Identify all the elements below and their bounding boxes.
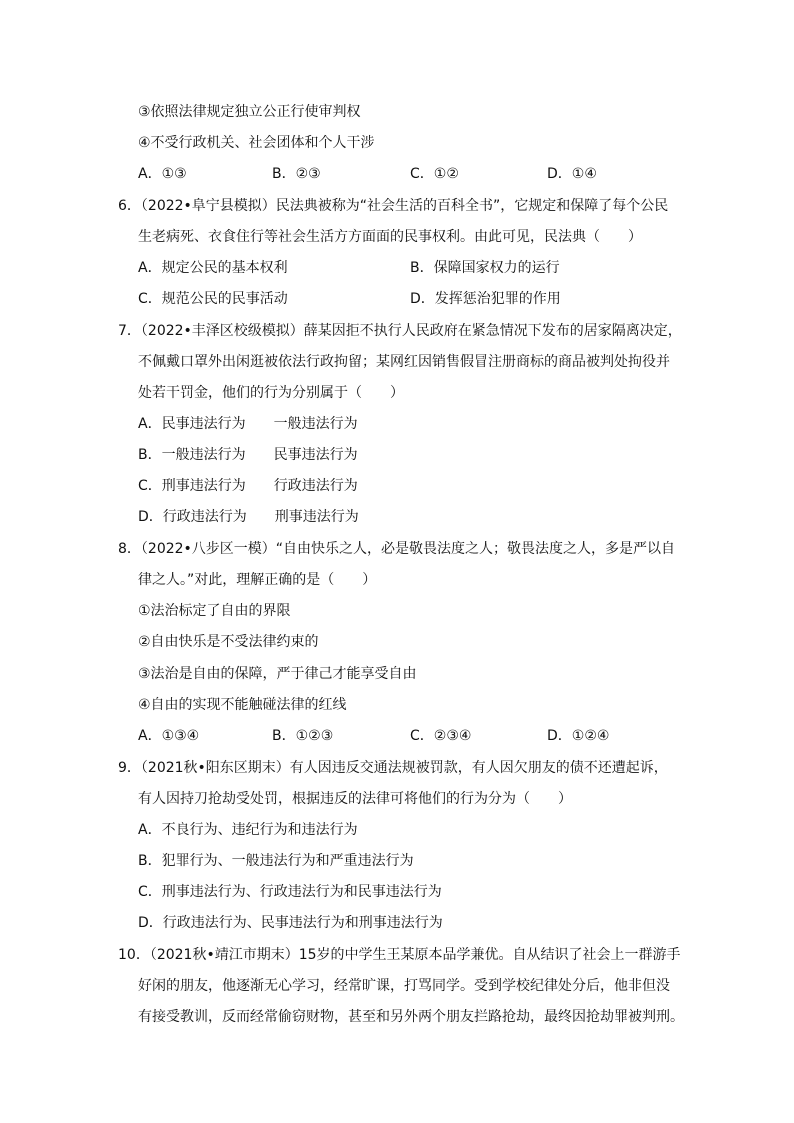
- q8-option-a: A．①③④: [138, 728, 200, 744]
- q5-option-d: D．①④: [547, 166, 597, 182]
- q9-option-c: C．刑事违法行为、行政违法行为和民事违法行为: [138, 884, 442, 900]
- q7-stem-line-2: 不佩戴口罩外出闲逛被依法行政拘留；某网红因销售假冒注册商标的商品被判处拘役并: [138, 354, 670, 370]
- q7-stem-line-3: 处若干罚金，他们的行为分别属于（ ）: [138, 385, 404, 401]
- q8-option-d: D．①②④: [547, 728, 610, 744]
- q7-option-d: D．行政违法行为 刑事违法行为: [138, 509, 359, 525]
- q8-option-b: B．①②③: [272, 728, 334, 744]
- q5-statement-3: ③依照法律规定独立公正行使审判权: [138, 104, 361, 120]
- q8-option-c: C．②③④: [410, 728, 472, 744]
- q9-option-b: B．犯罪行为、一般违法行为和严重违法行为: [138, 853, 414, 869]
- q7-stem-line-1: 7．（2022•丰泽区校级模拟）薛某因拒不执行人民政府在紧急情况下发布的居家隔离决定，: [118, 323, 682, 339]
- q7-option-b: B．一般违法行为 民事违法行为: [138, 447, 358, 463]
- q8-statement-1: ①法治标定了自由的界限: [138, 603, 291, 619]
- q8-statement-4: ④自由的实现不能触碰法律的红线: [138, 697, 347, 713]
- q8-statement-2: ②自由快乐是不受法律约束的: [138, 634, 319, 650]
- q5-option-a: A．①③: [138, 166, 187, 182]
- q8-statement-3: ③法治是自由的保障，严于律己才能享受自由: [138, 666, 417, 682]
- q8-stem-line-1: 8．（2022•八步区一模）“自由快乐之人，必是敬畏法度之人；敬畏法度之人，多是严以自: [118, 541, 676, 557]
- q6-option-c: C．规范公民的民事活动: [138, 291, 288, 307]
- q6-stem-line-1: 6．（2022•阜宁县模拟）民法典被称为“社会生活的百科全书”，它规定和保障了每个公民: [118, 198, 669, 214]
- q5-option-b: B．②③: [272, 166, 321, 182]
- q10-stem-line-3: 有接受教训，反而经常偷窃财物，甚至和另外两个朋友拦路抢劫，最终因抢劫罪被判刑。: [138, 1009, 684, 1025]
- q7-option-c: C．刑事违法行为 行政违法行为: [138, 478, 358, 494]
- q9-option-a: A．不良行为、违纪行为和违法行为: [138, 822, 358, 838]
- q8-stem-line-2: 律之人。”对此，理解正确的是（ ）: [138, 572, 377, 588]
- q10-stem-line-2: 好闲的朋友，他逐渐无心学习，经常旷课，打骂同学。受到学校纪律处分后，他非但没: [138, 978, 670, 994]
- q9-option-d: D．行政违法行为、民事违法行为和刑事违法行为: [138, 915, 443, 931]
- q10-stem-line-1: 10．（2021秋•靖江市期末）15岁的中学生王某原本品学兼优。自从结识了社会上一群游手: [118, 947, 681, 963]
- q5-statement-4: ④不受行政机关、社会团体和个人干涉: [138, 135, 375, 151]
- q6-option-d: D．发挥惩治犯罪的作用: [410, 291, 561, 307]
- q7-option-a: A．民事违法行为 一般违法行为: [138, 416, 358, 432]
- q9-stem-line-1: 9．（2021秋•阳东区期末）有人因违反交通法规被罚款，有人因欠朋友的债不还遭起诉，: [118, 760, 668, 776]
- q6-option-b: B．保障国家权力的运行: [410, 260, 560, 276]
- q6-option-a: A．规定公民的基本权利: [138, 260, 288, 276]
- q5-option-c: C．①②: [410, 166, 459, 182]
- q6-stem-line-2: 生老病死、衣食住行等社会生活方方面面的民事权利。由此可见，民法典（ ）: [138, 229, 642, 245]
- q9-stem-line-2: 有人因持刀抢劫受处罚，根据违反的法律可将他们的行为分为（ ）: [138, 791, 572, 807]
